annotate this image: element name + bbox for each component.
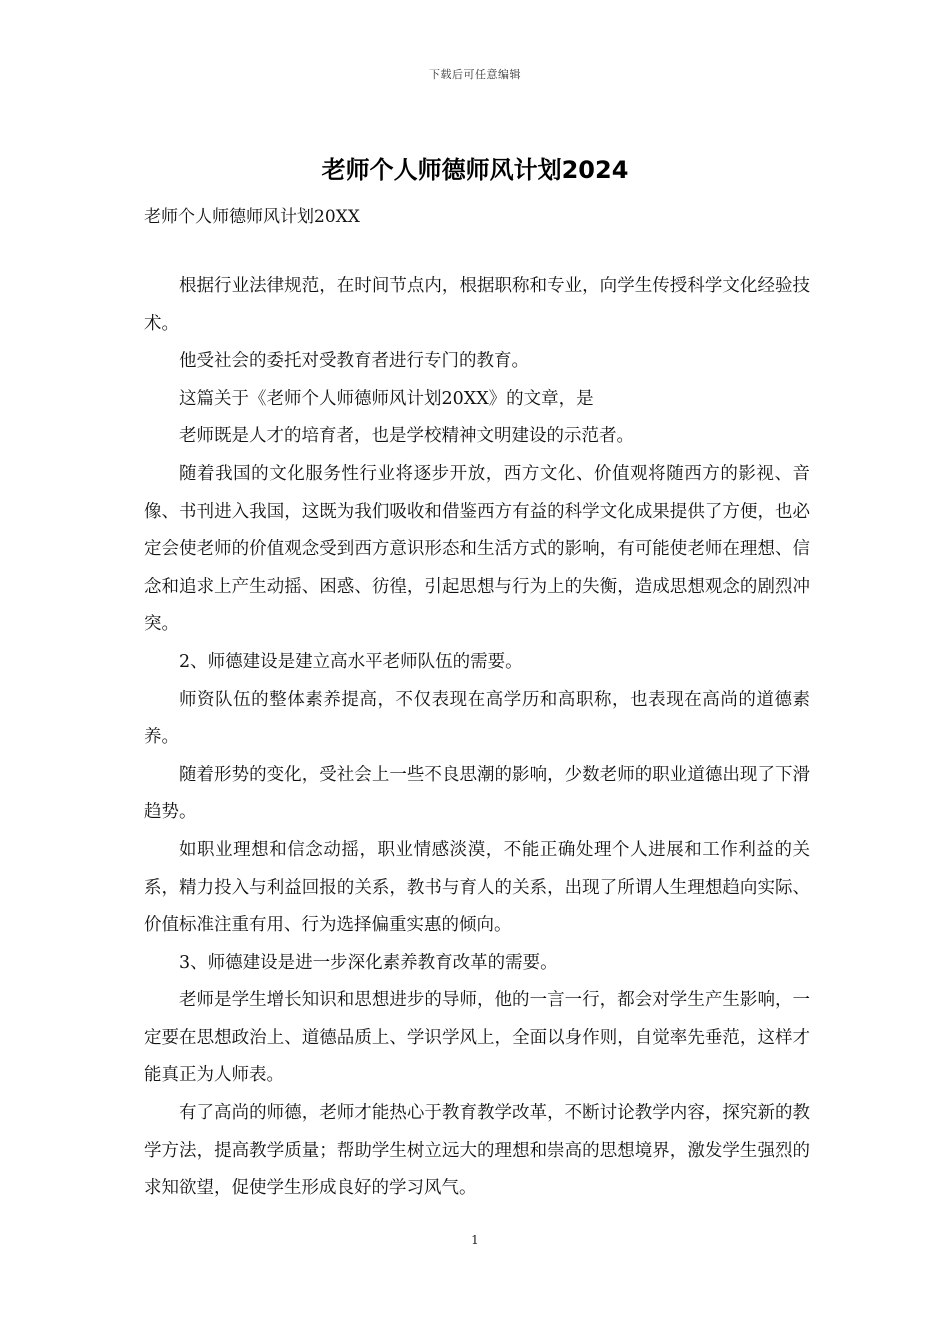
section-heading: 3、师德建设是进一步深化素养教育改革的需要。: [179, 952, 558, 973]
document-subtitle: 老师个人师德师风计划20XX: [144, 207, 360, 227]
paragraph: 如职业理想和信念动摇，职业情感淡漠，不能正确处理个人进展和工作利益的关系，精力投入与利益回报的关系，教书与育人的关系，出现了所谓人生理想趋向实际、价值标准注重有用、行为选择偏重实惠的倾向。: [144, 839, 810, 936]
paragraph: 师资队伍的整体素养提高，不仅表现在高学历和高职称，也表现在高尚的道德素养。: [144, 689, 810, 748]
paragraph: 他受社会的委托对受教育者进行专门的教育。: [179, 351, 529, 372]
paragraph: 有了高尚的师德，老师才能热心于教育教学改革，不断讨论教学内容，探究新的教学方法，提高教学质量；帮助学生树立远大的理想和崇高的思想境界，激发学生强烈的求知欲望，促使学生形成良好的学习风气。: [144, 1103, 810, 1199]
paragraph: 老师是学生增长知识和思想进步的导师，他的一言一行，都会对学生产生影响，一定要在思想政治上、道德品质上、学识学风上，全面以身作则，自觉率先垂范，这样才能真正为人师表。: [144, 990, 810, 1086]
page-number: 1: [471, 1233, 479, 1247]
header-note: 下载后可任意编辑: [429, 68, 521, 81]
paragraph: 这篇关于《老师个人师德师风计划20XX》的文章，是: [179, 388, 594, 409]
paragraph: 随着形势的变化，受社会上一些不良思潮的影响，少数老师的职业道德出现了下滑趋势。: [144, 764, 810, 823]
paragraph: 根据行业法律规范，在时间节点内，根据职称和专业，向学生传授科学文化经验技术。: [144, 276, 810, 334]
paragraph: 随着我国的文化服务性行业将逐步开放，西方文化、价值观将随西方的影视、音像、书刊进入我国，这既为我们吸收和借鉴西方有益的科学文化成果提供了方便，也必定会使老师的价值观念受到西方意识形态和生活方式的影响，有可能使老师在理想、信念和追求上产生动摇、困惑、彷徨，引起思想与行为上的失衡，造成思想观念的剧烈冲突。: [144, 463, 810, 635]
document-body: [144, 268, 810, 1208]
section-heading: 2、师德建设是建立高水平老师队伍的需要。: [179, 651, 523, 672]
document-title: 老师个人师德师风计划2024: [321, 156, 629, 184]
paragraph: 老师既是人才的培育者，也是学校精神文明建设的示范者。: [179, 426, 634, 447]
